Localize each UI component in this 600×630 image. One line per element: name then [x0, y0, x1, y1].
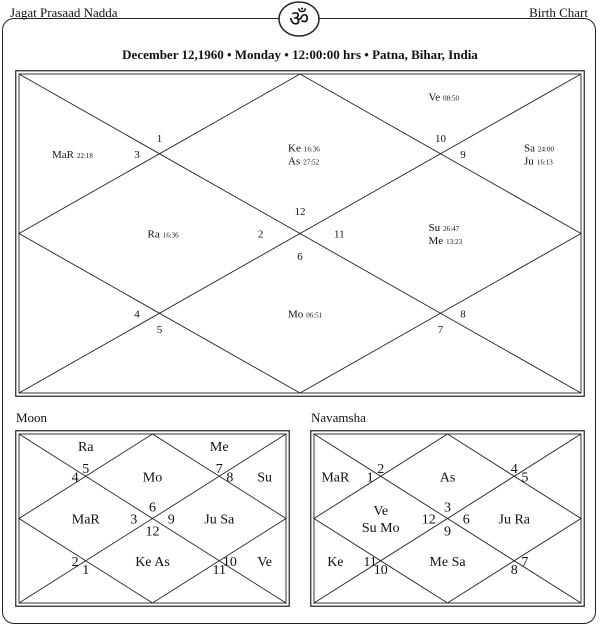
planet-label: Ju Ra — [498, 512, 530, 528]
house-sign-number: 11 — [363, 554, 377, 570]
native-name: Jagat Prasaad Nadda — [10, 5, 118, 20]
house-sign-number: 7 — [437, 324, 444, 337]
house-sign-number: 11 — [334, 228, 345, 241]
house-sign-number: 3 — [444, 500, 451, 516]
planet-entry — [429, 222, 460, 234]
birth-details: December 12,1960 • Monday • 12:00:00 hrs • Patna, Bihar, India — [122, 47, 478, 62]
planet-label: Ju Sa — [204, 512, 235, 528]
house-sign-number: 3 — [134, 148, 140, 161]
house-sign-number: 8 — [460, 308, 466, 321]
house-sign-number: 4 — [71, 470, 79, 486]
planet-entry — [288, 142, 320, 154]
planet-label: Mo — [142, 470, 163, 486]
planet-name: MaR — [51, 148, 74, 161]
house-sign-number: 1 — [82, 563, 90, 579]
planet-label: Ke — [327, 554, 344, 570]
chart-title: Birth Chart — [529, 5, 588, 20]
planet-label: Me — [209, 439, 229, 455]
planet-label: Ra — [77, 439, 94, 455]
house-sign-number: 2 — [257, 228, 264, 241]
moon-chart — [15, 430, 290, 607]
house-sign-number: 10 — [222, 554, 237, 570]
planet-degree: 16:36 — [162, 231, 179, 240]
planet-entry — [288, 155, 320, 167]
house-sign-number: 9 — [460, 148, 466, 161]
house-sign-number: 5 — [156, 324, 163, 337]
planet-entry — [524, 155, 553, 167]
planet-degree: 27:52 — [303, 158, 320, 167]
planet-degree: 16:13 — [536, 158, 553, 167]
house-sign-number: 6 — [297, 250, 303, 263]
house-sign-number: 10 — [373, 563, 388, 579]
house-sign-number: 1 — [156, 132, 163, 145]
planet-degree: 06:51 — [306, 311, 323, 320]
navamsha-chart-diagram — [310, 430, 585, 607]
planet-entry — [429, 235, 463, 247]
planet-label: Su Mo — [361, 521, 400, 536]
planet-label: As — [439, 470, 456, 486]
house-sign-number: 6 — [149, 500, 156, 516]
house-sign-number: 4 — [510, 461, 518, 477]
house-sign-number: 7 — [521, 554, 529, 570]
planet-label: Me Sa — [429, 554, 466, 570]
planet-degree: 08:50 — [443, 94, 460, 103]
planet-degree: 24:00 — [538, 145, 554, 154]
om-symbol-icon — [276, 0, 322, 40]
planet-entry — [288, 308, 323, 320]
house-sign-number: 5 — [82, 461, 90, 477]
planet-degree: 16:36 — [303, 145, 320, 154]
planet-name: Me — [428, 235, 444, 247]
planet-entry — [524, 142, 554, 154]
house-sign-number: 8 — [226, 470, 234, 486]
planet-name: As — [288, 155, 301, 168]
planet-label: Su — [257, 470, 273, 486]
planet-entry — [429, 91, 460, 103]
house-sign-number: 9 — [167, 512, 175, 528]
planet-label: MaR — [71, 512, 100, 528]
house-sign-number: 7 — [215, 461, 223, 477]
planet-label: Ve — [373, 504, 389, 519]
planet-degree: 22:18 — [76, 151, 93, 160]
house-sign-number: 6 — [462, 512, 470, 528]
navamsha-chart — [310, 430, 585, 607]
house-sign-number: 12 — [421, 512, 436, 528]
house-sign-number: 5 — [521, 470, 529, 486]
planet-name: Ju — [524, 155, 534, 168]
planet-name: Mo — [288, 308, 304, 321]
house-sign-number: 11 — [212, 563, 226, 579]
svg-text:ॐ: ॐ — [288, 6, 310, 31]
moon-chart-label: Moon — [16, 410, 48, 425]
planet-label: MaR — [321, 470, 350, 486]
house-sign-number: 4 — [134, 308, 140, 321]
planet-name: Ve — [428, 91, 441, 104]
moon-chart-diagram — [15, 430, 290, 607]
planet-name: Ra — [147, 228, 160, 241]
navamsha-chart-label: Navamsha — [311, 410, 366, 425]
planet-label: Ve — [257, 554, 273, 570]
planet-entry — [148, 229, 180, 241]
planet-degree: 26:47 — [443, 225, 460, 233]
house-sign-number: 2 — [377, 461, 385, 477]
birth-chart — [15, 70, 585, 397]
house-sign-number: 10 — [435, 132, 446, 145]
house-sign-number: 2 — [71, 554, 79, 570]
planet-label: Ke As — [135, 554, 170, 570]
house-sign-number: 8 — [510, 563, 518, 579]
house-sign-number: 1 — [366, 470, 374, 486]
house-sign-number: 12 — [294, 206, 306, 219]
planet-name: Ke — [288, 142, 301, 155]
planet-degree: 13:23 — [446, 238, 463, 246]
house-sign-number: 3 — [130, 512, 138, 528]
planet-name: Sa — [524, 142, 536, 155]
planet-name: Su — [428, 222, 441, 234]
house-sign-number: 12 — [145, 524, 160, 540]
planet-entry — [52, 149, 93, 161]
birth-chart-diagram — [15, 70, 585, 397]
house-sign-number: 9 — [444, 524, 451, 540]
